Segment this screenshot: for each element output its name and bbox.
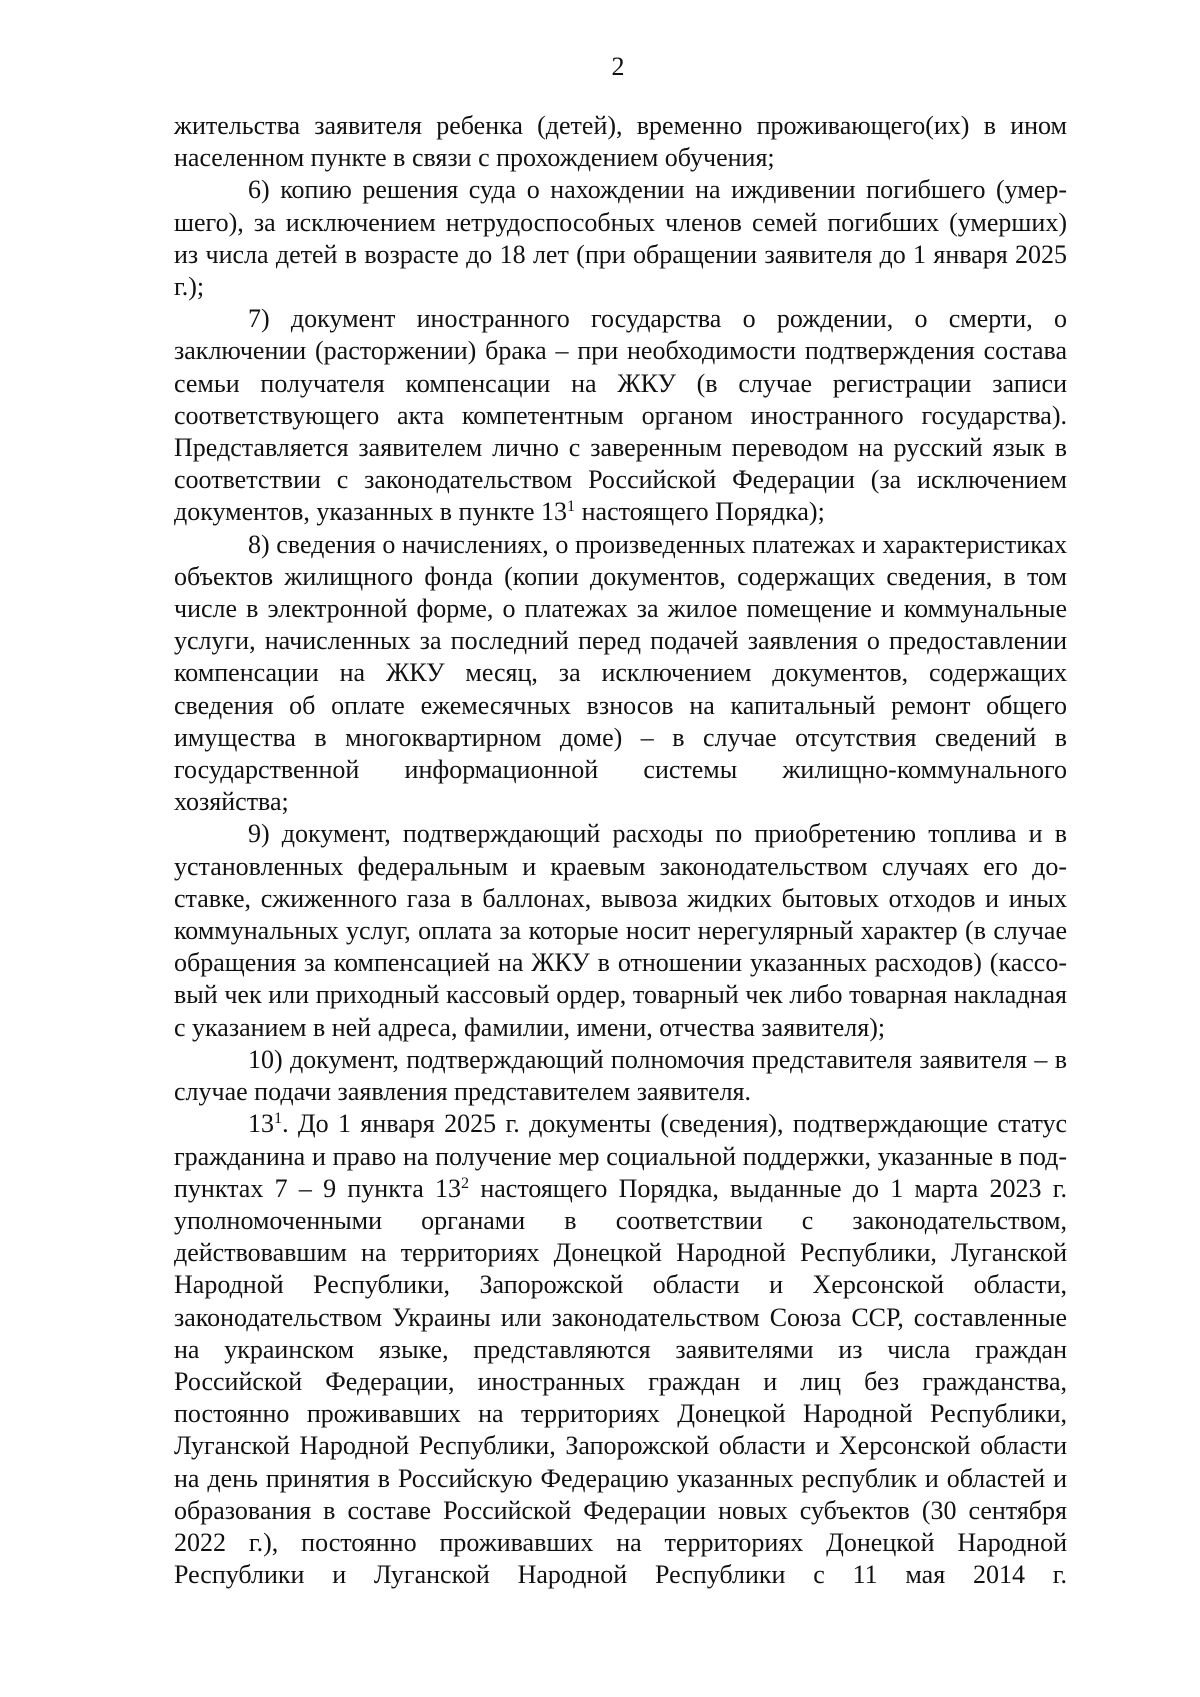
paragraph-continuation: жительства заявителя ребенка (детей), временно проживающего(их) в ином населенном пункте в связи с прохождением обучения; — [174, 111, 1067, 173]
clause-13-1-text-end: настоящего Порядка, выданные до 1 марта 2023 г. уполномоченными органами в соответствии с законодательством, действовавшим на территориях Донецкой Народной Республики, Луганской Народной Республики, Запорожской области и Херсонской области, законодательством Украины или законодательством Союза ССР, составленные на украинском языке, представляются заявителями из числа граждан Российской Федерации, иностранных граждан и лиц без гражданства, постоянно проживавших на территориях Донецкой Народной Республики, Луганской Народной Республики, Запорожской области и Херсонской области на день принятия в Российскую Федерацию указанных республик и областей и образования в составе Российской Федерации новых субъектов (30 сентября 2022 г.), постоянно проживавших на территориях Донецкой Народной Республики и Луганской Народной Республики с 11 мая 2014 г. — [174, 1173, 1067, 1590]
superscript-reference: 2 — [461, 1174, 470, 1192]
clause-13-1-text: . До 1 января 2025 г. документы (сведения), подтверждающие статус гражданина и право на получение мер социальной поддержки, указанные в подпунктах 7 – 9 пункта 13 — [174, 1109, 1067, 1203]
clause-number-superscript: 1 — [274, 1110, 283, 1128]
superscript-reference: 1 — [567, 498, 576, 516]
page-number: 2 — [611, 52, 625, 81]
clause-number: 13 — [248, 1109, 274, 1139]
list-item-8: 8) сведения о начислениях, о произведенных платежах и характеристиках объектов жилищного фонда (копии документов, содержащих сведения, в том числе в электронной форме, о платежах за жилое помещение и коммунальные услуги, начисленных за последний перед подачей заявления о предоставлении компенсации на ЖКУ месяц, за исключением документов, содержащих сведения об оплате ежемесячных взносов на капитальный ремонт общего имущества в многоквартирном доме) – в случае отсутствия сведений в государственной информационной системы жилищно-коммунального хозяйства; — [174, 529, 1067, 817]
list-item-9: 9) документ, подтверждающий расходы по приобретению топлива и в установленных федеральным и краевым законодательством случаях его доставке, сжиженного газа в баллонах, вывоза жидких бытовых отходов и иных коммунальных услуг, оплата за которые носит нерегулярный характер (в случае обращения за компенсацией на ЖКУ в отношении указанных расходов) (кассовый чек или приходный кассовый ордер, товарный чек либо товарная накладная с указанием в ней адреса, фамилии, имени, отчества заявителя); — [174, 819, 1067, 1042]
list-item-6: 6) копию решения суда о нахождении на иждивении погибшего (умершего), за исключением нетрудоспособных членов семей погибших (умерших) из числа детей в возрасте до 18 лет (при обращении заявителя до 1 января 2025 г.); — [174, 175, 1067, 302]
clause-13-1 — [174, 1108, 1067, 1591]
list-item-7-text: 7) документ иностранного государства о рождении, о смерти, о заключении (расторжении) брака – при необходимости подтверждения состава семьи получателя компенсации на ЖКУ (в случае регистрации записи соответствующего акта компетентным органом иностранного государства). Представляется заявителем лично с заверенным переводом на русский язык в соответствии с законодательством Российской Федерации (за исключением документов, указанных в пункте 13 — [174, 304, 1067, 527]
list-item-7-text-end: настоящего Порядка); — [575, 497, 825, 527]
list-item-7 — [174, 303, 1067, 528]
list-item-10: 10) документ, подтверждающий полномочия представителя заявителя – в случае подачи заявления представителем заявителя. — [174, 1044, 1067, 1107]
document-body — [174, 110, 1067, 1591]
